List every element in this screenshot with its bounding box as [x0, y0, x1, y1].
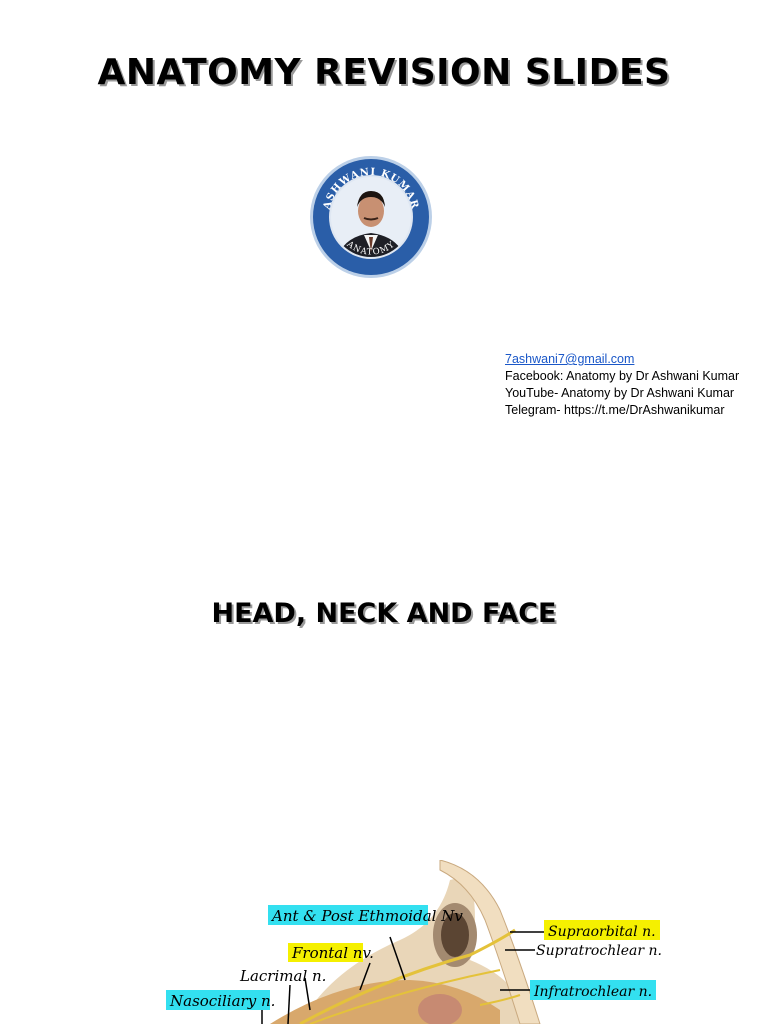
- logo-top-text: ASHWANI KUMAR: [321, 166, 421, 211]
- label-lacrimal-nerve: Lacrimal n.: [240, 967, 327, 985]
- youtube-line: YouTube- Anatomy by Dr Ashwani Kumar: [505, 386, 735, 400]
- label-supratrochlear-nerve: Supratrochlear n.: [536, 943, 662, 959]
- label-ethmoidal-nerves: Ant & Post Ethmoidal Nv: [272, 907, 463, 925]
- section-title: HEAD, NECK AND FACE: [211, 598, 557, 629]
- label-nasociliary-nerve: Nasociliary n.: [170, 992, 276, 1010]
- facebook-line: Facebook: Anatomy by Dr Ashwani Kumar: [505, 369, 740, 383]
- orbit-nerves-diagram: [0, 860, 768, 1024]
- author-logo: [309, 155, 433, 279]
- label-infratrochlear-nerve: Infratrochlear n.: [534, 984, 653, 1000]
- label-frontal-nerve: Frontal nv.: [292, 944, 374, 962]
- logo-bottom-text: ANATOMY: [344, 239, 398, 258]
- email-link[interactable]: 7ashwani7@gmail.com: [505, 352, 635, 366]
- slide-title: ANATOMY REVISION SLIDES: [97, 52, 671, 93]
- contact-info: [505, 351, 739, 419]
- telegram-line: Telegram- https://t.me/DrAshwanikumar: [505, 403, 725, 417]
- label-supraorbital-nerve: Supraorbital n.: [548, 924, 656, 940]
